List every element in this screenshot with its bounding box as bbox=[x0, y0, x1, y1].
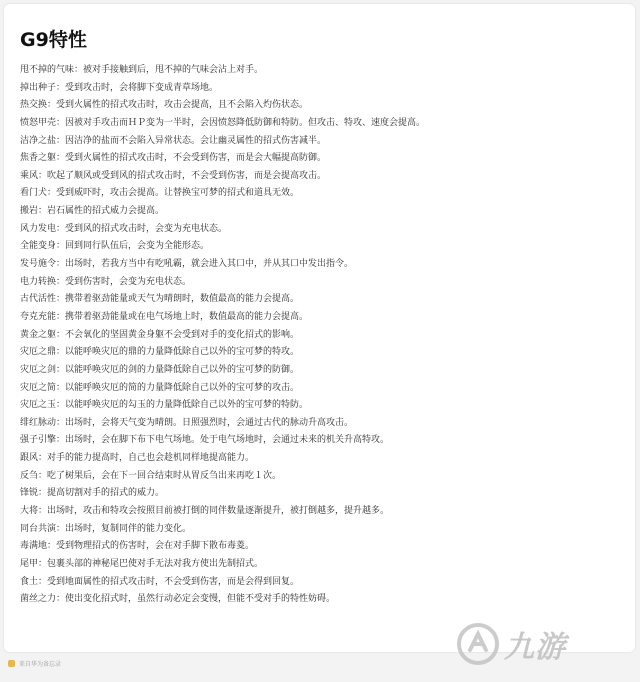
list-item: 古代活性：携带着驱劲能量或天气为晴朗时，数值最高的能力会提高。 bbox=[20, 294, 300, 305]
watermark-text: 九游 bbox=[504, 630, 566, 665]
list-item: 灾厄之鼎：以能呼唤灾厄的鼎的力量降低除自己以外的宝可梦的特攻。 bbox=[20, 347, 300, 358]
list-item: 洁净之盐：因洁净的盐而不会陷入异常状态。会让幽灵属性的招式伤害减半。 bbox=[20, 135, 327, 146]
list-item: 乘风：吹起了顺风或受到风的招式攻击时，不会受到伤害，而是会提高攻击。 bbox=[20, 170, 327, 181]
list-item: 掉出种子：受到攻击时，会将脚下变成青草场地。 bbox=[20, 82, 219, 93]
ability-list bbox=[20, 62, 620, 609]
list-item: 电力转换：受到伤害时，会变为充电状态。 bbox=[20, 276, 192, 287]
memo-page bbox=[4, 4, 635, 652]
list-item: 愤怒甲壳：因被对手攻击而ＨＰ变为一半时，会因愤怒降低防御和特防。但攻击、特攻、速度会提高。 bbox=[20, 117, 426, 128]
list-item: 灾厄之简：以能呼唤灾厄的简的力量降低除自己以外的宝可梦的攻击。 bbox=[20, 382, 300, 393]
list-item: 强子引擎：出场时，会在脚下布下电气场地。处于电气场地时，会通过未来的机关升高特攻。 bbox=[20, 435, 390, 446]
list-item: 绯红脉动：出场时，会将天气变为晴朗。日照强烈时，会通过古代的脉动升高攻击。 bbox=[20, 417, 354, 428]
source-footer bbox=[8, 657, 61, 669]
list-item: 黄金之躯：不会氧化的坚固黄金身躯不会受到对手的变化招式的影响。 bbox=[20, 329, 300, 340]
list-item: 灾厄之玉：以能呼唤灾厄的勾玉的力量降低除自己以外的宝可梦的特防。 bbox=[20, 400, 309, 411]
list-item: 焦香之躯：受到火属性的招式攻击时，不会受到伤害，而是会大幅提高防御。 bbox=[20, 153, 327, 164]
list-item: 跟风：对手的能力提高时，自己也会趁机同样地提高能力。 bbox=[20, 453, 255, 464]
list-item: 发号施令：出场时，若我方当中有吃吼霸，就会进入其口中，并从其口中发出指令。 bbox=[20, 259, 354, 270]
list-item: 热交换：受到火属性的招式攻击时，攻击会提高，且不会陷入灼伤状态。 bbox=[20, 100, 309, 111]
list-item: 食土：受到地面属性的招式攻击时，不会受到伤害，而是会得到回复。 bbox=[20, 576, 300, 587]
list-item: 大将：出场时，攻击和特攻会按照目前被打倒的同伴数量逐渐提升，被打倒越多，提升越多。 bbox=[20, 506, 390, 517]
list-item: 夸克充能：携带着驱劲能量或在电气场地上时，数值最高的能力会提高。 bbox=[20, 311, 309, 322]
memo-app-icon bbox=[8, 660, 15, 667]
list-item: 尾甲：包裹头部的神秘尾巴使对手无法对我方使出先制招式。 bbox=[20, 558, 264, 569]
list-item: 灾厄之剑：以能呼唤灾厄的剑的力量降低除自己以外的宝可梦的防御。 bbox=[20, 364, 300, 375]
list-item: 看门犬：受到威吓时，攻击会提高。让替换宝可梦的招式和道具无效。 bbox=[20, 188, 300, 199]
page-title: G9特性 bbox=[20, 29, 87, 51]
watermark-logo-icon bbox=[456, 622, 500, 666]
source-label: 来自华为备忘录 bbox=[19, 660, 62, 668]
list-item: 同台共演：出场时，复制同伴的能力变化。 bbox=[20, 523, 192, 534]
list-item: 全能变身：回到同行队伍后，会变为全能形态。 bbox=[20, 241, 210, 252]
list-item: 搬岩：岩石属性的招式威力会提高。 bbox=[20, 206, 165, 217]
watermark bbox=[456, 614, 636, 674]
list-item: 毒满地：受到物理招式的伤害时，会在对手脚下散布毒菱。 bbox=[20, 541, 255, 552]
list-item: 风力发电：受到风的招式攻击时，会变为充电状态。 bbox=[20, 223, 228, 234]
list-item: 菌丝之力：使出变化招式时，虽然行动必定会变慢，但能不受对手的特性妨碍。 bbox=[20, 594, 336, 605]
list-item: 反刍：吃了树果后，会在下一回合结束时从胃反刍出来再吃１次。 bbox=[20, 470, 282, 481]
list-item: 甩不掉的气味：被对手接触到后，甩不掉的气味会沾上对手。 bbox=[20, 65, 264, 75]
list-item: 锋锐：提高切割对手的招式的威力。 bbox=[20, 488, 165, 499]
